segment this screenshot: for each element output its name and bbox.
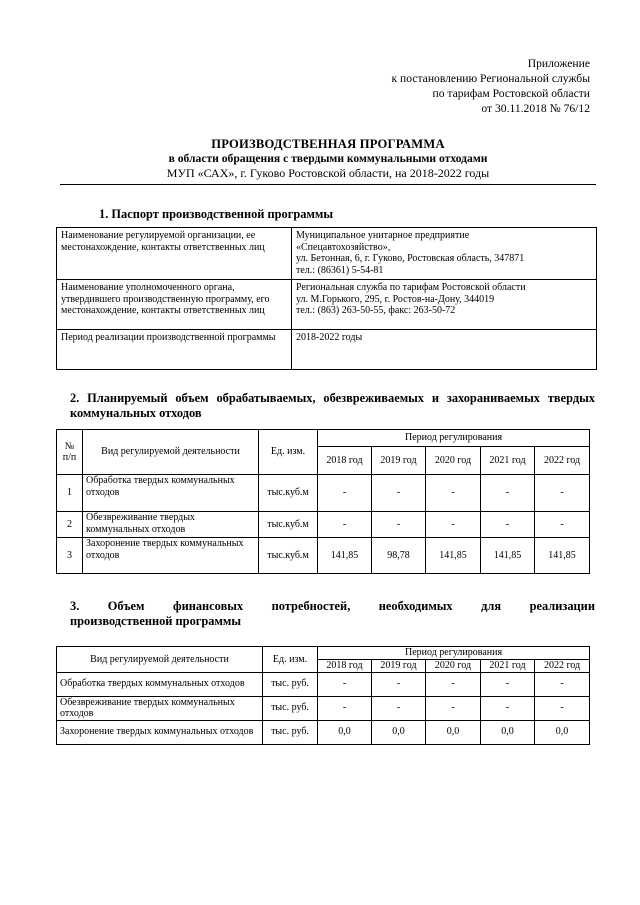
row-value: - [318,672,372,696]
table-row [57,538,590,574]
row-value: 98,78 [372,538,426,574]
row-value: 0,0 [481,720,535,744]
column-header-unit: Ед. изм. [263,647,318,673]
heading-word: финансовых [173,599,244,613]
row-value: 141,85 [426,538,481,574]
row-activity: Захоронение твердых коммунальных отходов [83,538,259,574]
column-header-activity: Вид регулируемой деятельности [57,647,263,673]
year-header: 2021 год [481,447,535,475]
section-3-heading [70,599,595,629]
passport-table [56,227,597,370]
volume-table [56,429,590,574]
heading-word: 3. [70,599,80,613]
table-row [57,512,590,538]
column-header-num: № п/п [57,430,83,475]
appendix-line: Приложение [527,57,590,70]
row-value: - [372,672,426,696]
row-value: - [535,512,590,538]
year-header: 2020 год [426,447,481,475]
passport-label: Наименование уполномоченного органа, утвердившего производственную программу, его местонахождение, контакты ответственных лиц [57,280,292,330]
row-value: - [426,475,481,512]
row-unit: тыс. руб. [263,672,318,696]
row-value: 141,85 [318,538,372,574]
table-header-row [57,430,590,447]
section-3-heading-line2: производственной программы [70,614,242,628]
row-value: - [535,696,590,720]
row-unit: тыс.куб.м [259,538,318,574]
table-row [57,720,590,744]
appendix-line: от 30.11.2018 № 76/12 [481,102,590,115]
column-header-activity: Вид регулируемой деятельности [83,430,259,475]
passport-value [292,228,597,280]
year-header: 2018 год [318,447,372,475]
row-value: - [481,512,535,538]
appendix-line: к постановлению Региональной службы [391,72,590,85]
row-activity: Захоронение твердых коммунальных отходов [57,720,263,744]
row-num: 3 [57,538,83,574]
heading-word: Объем [107,599,145,613]
year-header: 2021 год [481,660,535,673]
value-line: ул. Бетонная, 6, г. Гуково, Ростовская область, 347871 [296,253,525,264]
table-header-row [57,647,590,660]
value-line: 2018-2022 годы [296,332,363,343]
passport-label: Период реализации производственной программы [57,330,292,370]
table-row [57,672,590,696]
row-value: - [318,696,372,720]
document-title [60,137,596,181]
row-num: 2 [57,512,83,538]
row-value: - [318,475,372,512]
table-row [57,696,590,720]
row-value: - [372,512,426,538]
row-value: - [426,512,481,538]
section-2-heading: 2. Планируемый объем обрабатываемых, обезвреживаемых и захораниваемых твердых коммунальных отходов [70,391,595,420]
value-line: ул. М.Горького, 295, г. Ростов-на-Дону, 344019 [296,293,495,305]
year-header: 2020 год [426,660,481,673]
title-organization: МУП «САХ», г. Гуково Ростовской области, на 2018-2022 годы [166,166,490,180]
section-1-heading: 1. Паспорт производственной программы [99,207,334,221]
passport-value [292,280,597,330]
table-row [57,280,597,330]
year-header: 2018 год [318,660,372,673]
year-header: 2022 год [535,447,590,475]
row-unit: тыс. руб. [263,696,318,720]
heading-word: реализации [529,599,595,613]
row-value: 0,0 [426,720,481,744]
row-unit: тыс.куб.м [259,512,318,538]
year-header: 2019 год [372,660,426,673]
row-value: 141,85 [481,538,535,574]
column-header-unit: Ед. изм. [259,430,318,475]
heading-word: потребностей, [271,599,351,613]
row-value: - [372,696,426,720]
value-line: Муниципальное унитарное предприятие [296,230,470,241]
row-activity: Обезвреживание твердых коммунальных отходов [57,696,263,720]
heading-word: для [481,599,502,613]
row-activity: Обезвреживание твердых коммунальных отходов [83,512,259,538]
finance-table [56,646,590,745]
column-header-period: Период регулирования [318,647,590,660]
row-unit: тыс. руб. [263,720,318,744]
row-value: - [535,475,590,512]
title-divider [60,184,596,185]
row-value: - [372,475,426,512]
row-value: 0,0 [372,720,426,744]
passport-value [292,330,597,370]
table-row [57,330,597,370]
row-value: - [426,696,481,720]
row-unit: тыс.куб.м [259,475,318,512]
row-activity: Обработка твердых коммунальных отходов [83,475,259,512]
row-num: 1 [57,475,83,512]
section-3-heading-line1 [70,599,595,614]
title-main: ПРОИЗВОДСТВЕННАЯ ПРОГРАММА [211,137,445,151]
year-header: 2019 год [372,447,426,475]
appendix-line: по тарифам Ростовской области [432,87,590,100]
table-row [57,475,590,512]
value-line: «Спецавтохозяйство», [296,241,391,253]
row-value: - [426,672,481,696]
appendix-block [392,56,591,116]
passport-label: Наименование регулируемой организации, ее местонахождение, контакты ответственных лиц [57,228,292,280]
column-header-period: Период регулирования [318,430,590,447]
row-value: 0,0 [318,720,372,744]
row-value: - [481,475,535,512]
table-row [57,228,597,280]
row-value: - [535,672,590,696]
value-line: Региональная служба по тарифам Ростовской области [296,282,526,293]
row-value: 0,0 [535,720,590,744]
year-header: 2022 год [535,660,590,673]
row-value: - [481,696,535,720]
value-line: тел.: (863) 263-50-55, факс: 263-50-72 [296,305,456,316]
value-line: тел.: (86361) 5-54-81 [296,264,384,276]
heading-word: необходимых [378,599,453,613]
row-value: - [481,672,535,696]
row-activity: Обработка твердых коммунальных отходов [57,672,263,696]
row-value: 141,85 [535,538,590,574]
title-subtitle: в области обращения с твердыми коммунальными отходами [168,152,488,165]
row-value: - [318,512,372,538]
